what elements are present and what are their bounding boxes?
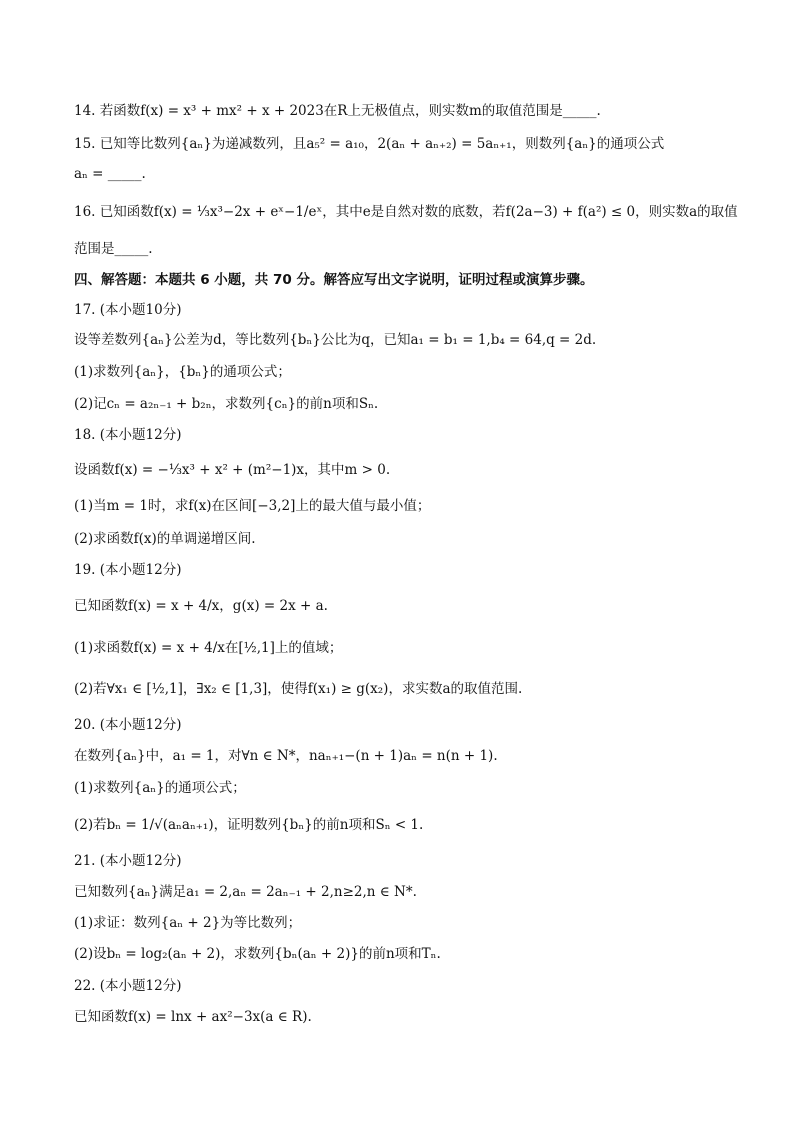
problem-16-line1: 16. 已知函数f(x) = ⅓x³−2x + eˣ−1/eˣ，其中e是自然对数的底数，若f(2a−3) + f(a²) ≤ 0，则实数a的取值 bbox=[74, 204, 738, 220]
problem-15-line2: aₙ = _____. bbox=[74, 166, 146, 182]
q20-title: 20. (本小题12分) bbox=[74, 717, 182, 733]
problem-15-line1: 15. 已知等比数列{aₙ}为递减数列，且a₅² = a₁₀，2(aₙ + aₙ₊₂) = 5aₙ₊₁，则数列{aₙ}的通项公式 bbox=[74, 136, 665, 152]
q17-title: 17. (本小题10分) bbox=[74, 302, 182, 318]
q17-part2: (2)记cₙ = a₂ₙ₋₁ + b₂ₙ，求数列{cₙ}的前n项和Sₙ. bbox=[74, 396, 379, 412]
section-heading: 四、解答题：本题共 6 小题，共 70 分。解答应写出文字说明，证明过程或演算步骤。 bbox=[74, 272, 594, 288]
q19-stem: 已知函数f(x) = x + 4/x，g(x) = 2x + a. bbox=[74, 598, 328, 614]
q19-part2: (2)若∀x₁ ∈ [½,1]，∃x₂ ∈ [1,3]，使得f(x₁) ≥ g(x₂)，求实数a的取值范围. bbox=[74, 681, 523, 697]
q22-title: 22. (本小题12分) bbox=[74, 978, 182, 994]
q17-part1: (1)求数列{aₙ}，{bₙ}的通项公式； bbox=[74, 364, 291, 380]
q21-title: 21. (本小题12分) bbox=[74, 853, 182, 869]
problem-14: 14. 若函数f(x) = x³ + mx² + x + 2023在R上无极值点，则实数m的取值范围是_____. bbox=[74, 103, 601, 119]
q19-part1: (1)求函数f(x) = x + 4/x在[½,1]上的值域； bbox=[74, 640, 343, 656]
q21-stem: 已知数列{aₙ}满足a₁ = 2,aₙ = 2aₙ₋₁ + 2,n≥2,n ∈ N*. bbox=[74, 884, 417, 900]
q18-title: 18. (本小题12分) bbox=[74, 427, 182, 443]
q21-part1: (1)求证：数列{aₙ + 2}为等比数列； bbox=[74, 915, 302, 931]
q22-stem: 已知函数f(x) = lnx + ax²−3x(a ∈ R). bbox=[74, 1009, 312, 1025]
q18-stem: 设函数f(x) = −⅓x³ + x² + (m²−1)x，其中m > 0. bbox=[74, 462, 391, 478]
q20-part2: (2)若bₙ = 1/√(aₙaₙ₊₁)，证明数列{bₙ}的前n项和Sₙ < 1. bbox=[74, 817, 424, 833]
q19-title: 19. (本小题12分) bbox=[74, 562, 182, 578]
problem-16-line2: 范围是_____. bbox=[74, 241, 153, 257]
q18-part1: (1)当m = 1时，求f(x)在区间[−3,2]上的最大值与最小值； bbox=[74, 498, 431, 514]
q17-stem: 设等差数列{aₙ}公差为d，等比数列{bₙ}公比为q，已知a₁ = b₁ = 1,b₄ = 64,q = 2d. bbox=[74, 332, 597, 348]
q21-part2: (2)设bₙ = log₂(aₙ + 2)，求数列{bₙ(aₙ + 2)}的前n项和Tₙ. bbox=[74, 946, 441, 962]
q20-stem: 在数列{aₙ}中，a₁ = 1，对∀n ∈ N*，naₙ₊₁−(n + 1)aₙ = n(n + 1). bbox=[74, 748, 498, 764]
q20-part1: (1)求数列{aₙ}的通项公式； bbox=[74, 780, 246, 796]
q18-part2: (2)求函数f(x)的单调递增区间. bbox=[74, 531, 256, 547]
